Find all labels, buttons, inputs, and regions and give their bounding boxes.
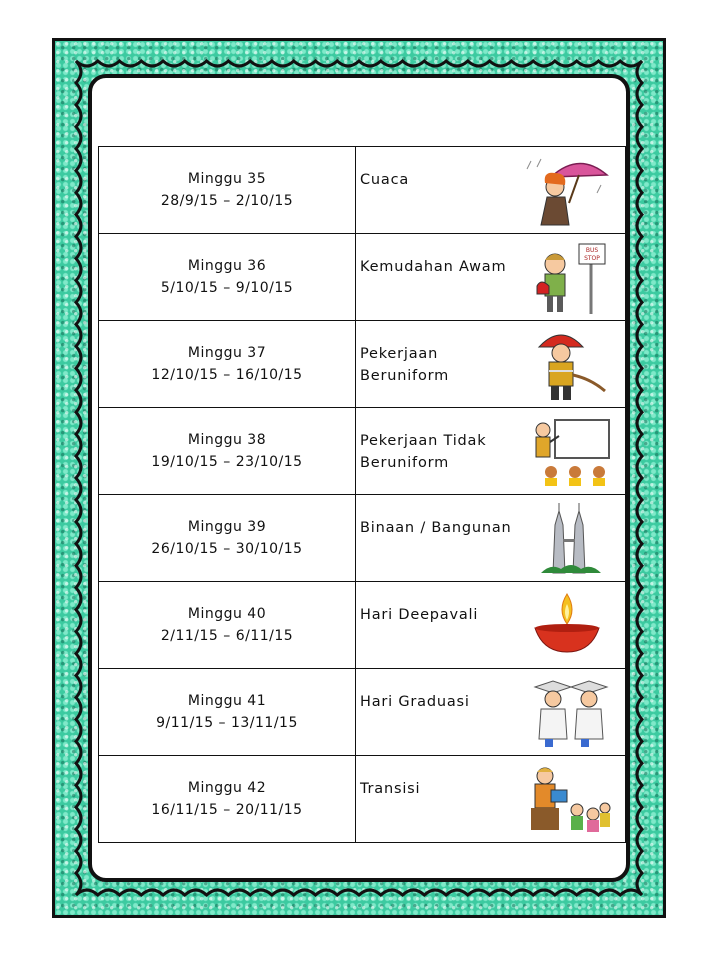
week-cell: [99, 669, 356, 756]
theme-label: Hari Graduasi: [360, 694, 470, 710]
oil-lamp-diya-icon: [521, 590, 611, 662]
table-row: [99, 321, 626, 408]
table-row: [99, 495, 626, 582]
theme-cell: [356, 234, 626, 321]
week-dates: 28/9/15 – 2/10/15: [160, 193, 294, 209]
week-cell: [99, 756, 356, 843]
svg-text:BUS: BUS: [585, 247, 599, 254]
week-dates: 26/10/15 – 30/10/15: [151, 541, 303, 557]
table-row: [99, 408, 626, 495]
theme-label: Transisi: [360, 781, 421, 797]
week-dates: 9/11/15 – 13/11/15: [156, 715, 298, 731]
table-row: [99, 669, 626, 756]
teacher-classroom-icon: [521, 416, 611, 488]
teacher-reading-children-icon: [521, 764, 611, 836]
twin-towers-icon: [521, 503, 611, 575]
graduates-icon: [521, 677, 611, 749]
umbrella-rain-girl-icon: [521, 155, 611, 227]
theme-cell: [356, 408, 626, 495]
week-dates: 12/10/15 – 16/10/15: [151, 367, 303, 383]
week-cell: [99, 234, 356, 321]
weekly-theme-table: [98, 146, 626, 843]
week-cell: [99, 408, 356, 495]
week-label: Minggu 40: [187, 606, 267, 622]
theme-cell: [356, 756, 626, 843]
table-row: [99, 756, 626, 843]
week-cell: [99, 495, 356, 582]
theme-cell: [356, 669, 626, 756]
theme-label: Cuaca: [360, 172, 410, 188]
week-cell: [99, 582, 356, 669]
week-label: Minggu 36: [187, 258, 267, 274]
theme-label: Pekerjaan Beruniform: [360, 346, 450, 384]
theme-label: Hari Deepavali: [360, 607, 479, 623]
theme-label: Kemudahan Awam: [360, 259, 507, 275]
week-cell: [99, 321, 356, 408]
theme-cell: [356, 321, 626, 408]
week-dates: 5/10/15 – 9/10/15: [160, 280, 294, 296]
firefighter-girl-icon: [521, 329, 611, 401]
table-row: [99, 582, 626, 669]
theme-cell: [356, 147, 626, 234]
theme-label: Pekerjaan Tidak Beruniform: [360, 433, 487, 471]
theme-cell: [356, 582, 626, 669]
week-dates: 2/11/15 – 6/11/15: [160, 628, 294, 644]
week-label: Minggu 37: [187, 345, 267, 361]
week-label: Minggu 38: [187, 432, 267, 448]
week-label: Minggu 35: [187, 171, 267, 187]
table-row: [99, 234, 626, 321]
week-dates: 16/11/15 – 20/11/15: [151, 802, 303, 818]
week-label: Minggu 39: [187, 519, 267, 535]
week-label: Minggu 42: [187, 780, 267, 796]
svg-text:STOP: STOP: [584, 255, 600, 262]
week-label: Minggu 41: [187, 693, 267, 709]
week-cell: [99, 147, 356, 234]
table-row: [99, 147, 626, 234]
theme-label: Binaan / Bangunan: [360, 520, 512, 536]
bus-stop-boy-icon: [521, 242, 611, 314]
theme-cell: [356, 495, 626, 582]
week-dates: 19/10/15 – 23/10/15: [151, 454, 303, 470]
